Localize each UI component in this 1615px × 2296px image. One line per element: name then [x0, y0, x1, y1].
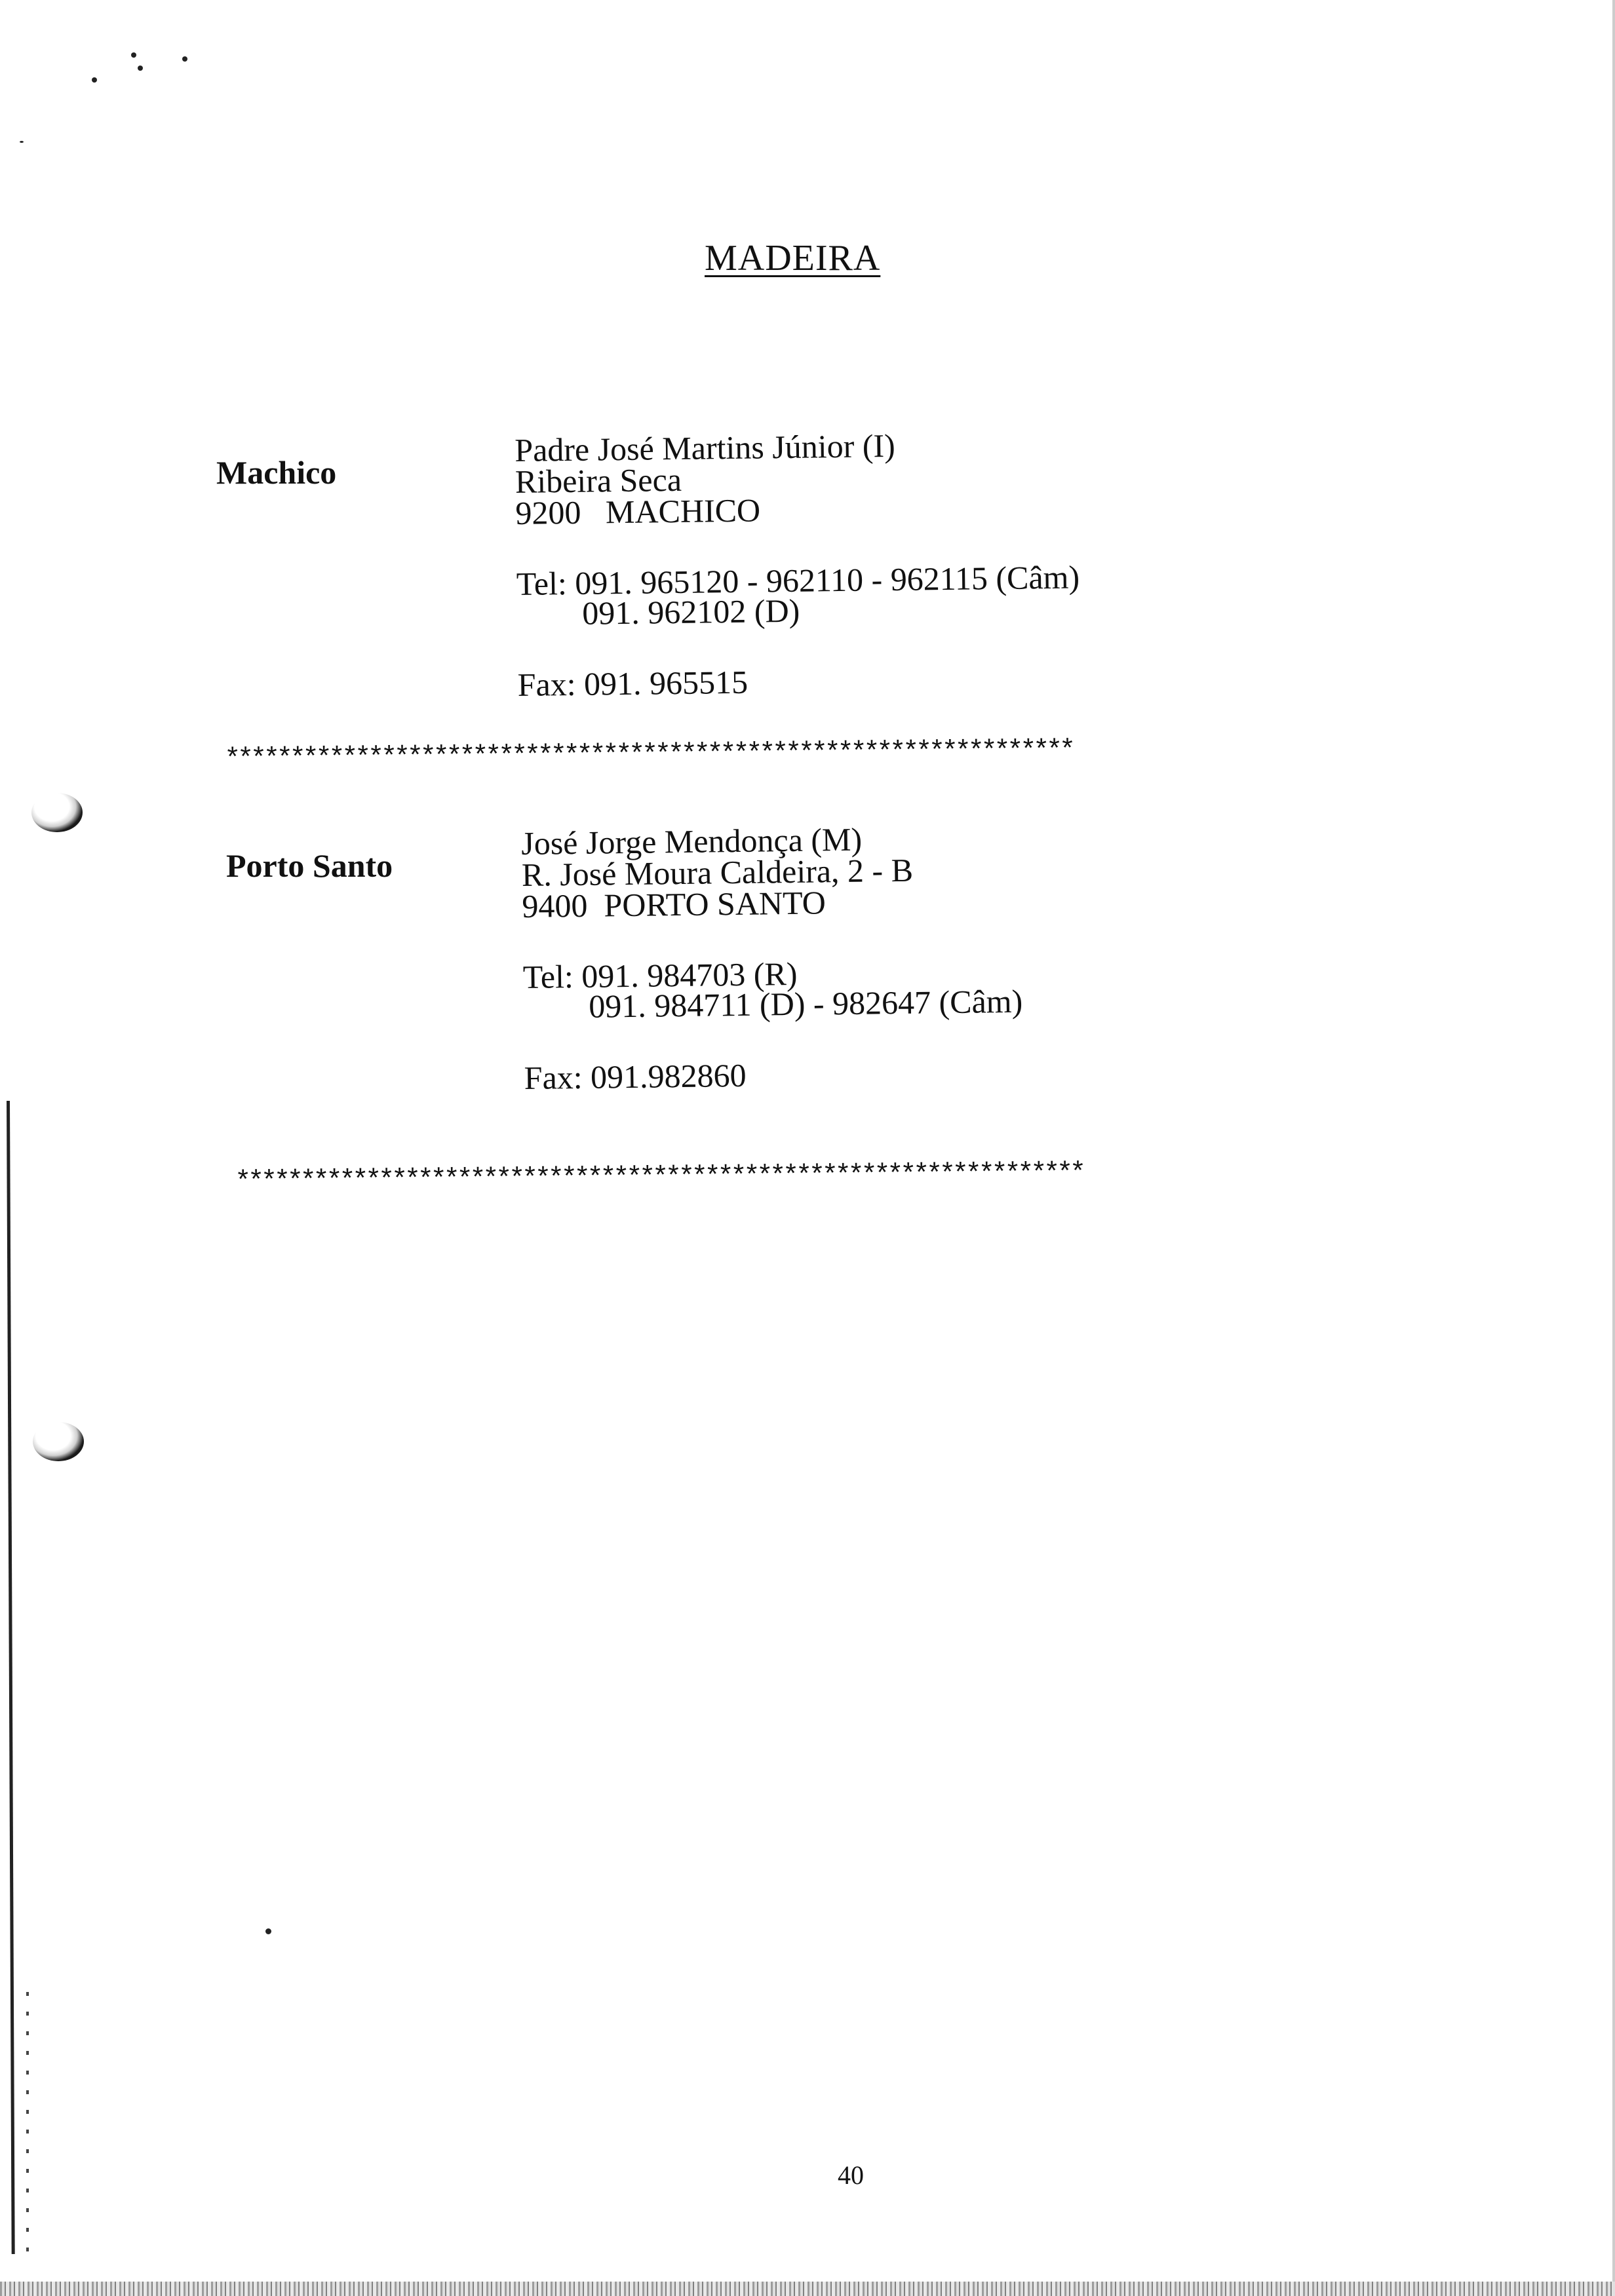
contact-address: Ribeira Seca — [515, 461, 682, 500]
contact-name: Padre José Martins Júnior (I) — [514, 427, 896, 469]
contact-name: José Jorge Mendonça (M) — [520, 820, 863, 862]
phone-label: Tel: — [522, 958, 574, 995]
scan-speck — [265, 1928, 271, 1934]
contact-postal: 9400 PORTO SANTO — [522, 884, 827, 925]
phone-numbers-line2: 091. 984711 (D) - 982647 (Câm) — [589, 982, 1023, 1025]
scan-speck — [182, 56, 187, 62]
contact-entry-porto-santo — [521, 821, 1024, 1094]
page-number: 40 — [838, 2160, 864, 2190]
fax-number: 091.982860 — [590, 1056, 747, 1096]
phone-numbers-line1: 091. 984703 (R) — [581, 955, 798, 995]
contact-address: R. José Moura Caldeira, 2 - B — [521, 851, 914, 893]
scan-left-edge-line — [7, 1101, 15, 2254]
punch-hole-bottom — [33, 1422, 84, 1461]
scan-speck — [20, 141, 24, 143]
contact-entry-machico — [515, 427, 1081, 701]
fax-label: Fax: — [524, 1058, 583, 1096]
scan-speck — [138, 66, 143, 71]
place-label-machico: Machico — [216, 454, 337, 491]
fax-number: 091. 965515 — [583, 663, 749, 702]
phone-numbers-line1: 091. 965120 - 962110 - 962115 (Câm) — [574, 558, 1080, 602]
asterisk-separator: ***************************************************************** — [235, 1157, 1083, 1198]
contact-fax — [517, 661, 1081, 703]
phone-label: Tel: — [516, 565, 568, 602]
asterisk-separator: ***************************************************************** — [224, 735, 1073, 775]
fax-label: Fax: — [517, 665, 576, 703]
page-title: MADEIRA — [705, 238, 881, 278]
scan-speck — [92, 77, 97, 83]
scan-left-edge-dots — [26, 1992, 29, 2267]
scan-right-edge — [1612, 0, 1615, 2296]
contact-postal: 9200 MACHICO — [515, 491, 761, 531]
scan-speck — [131, 52, 136, 58]
contact-fax — [524, 1056, 1024, 1094]
scan-bottom-strip — [0, 2282, 1615, 2296]
phone-numbers-line2: 091. 962102 (D) — [582, 592, 800, 632]
place-label-porto-santo: Porto Santo — [226, 847, 393, 884]
punch-hole-top — [31, 793, 83, 832]
